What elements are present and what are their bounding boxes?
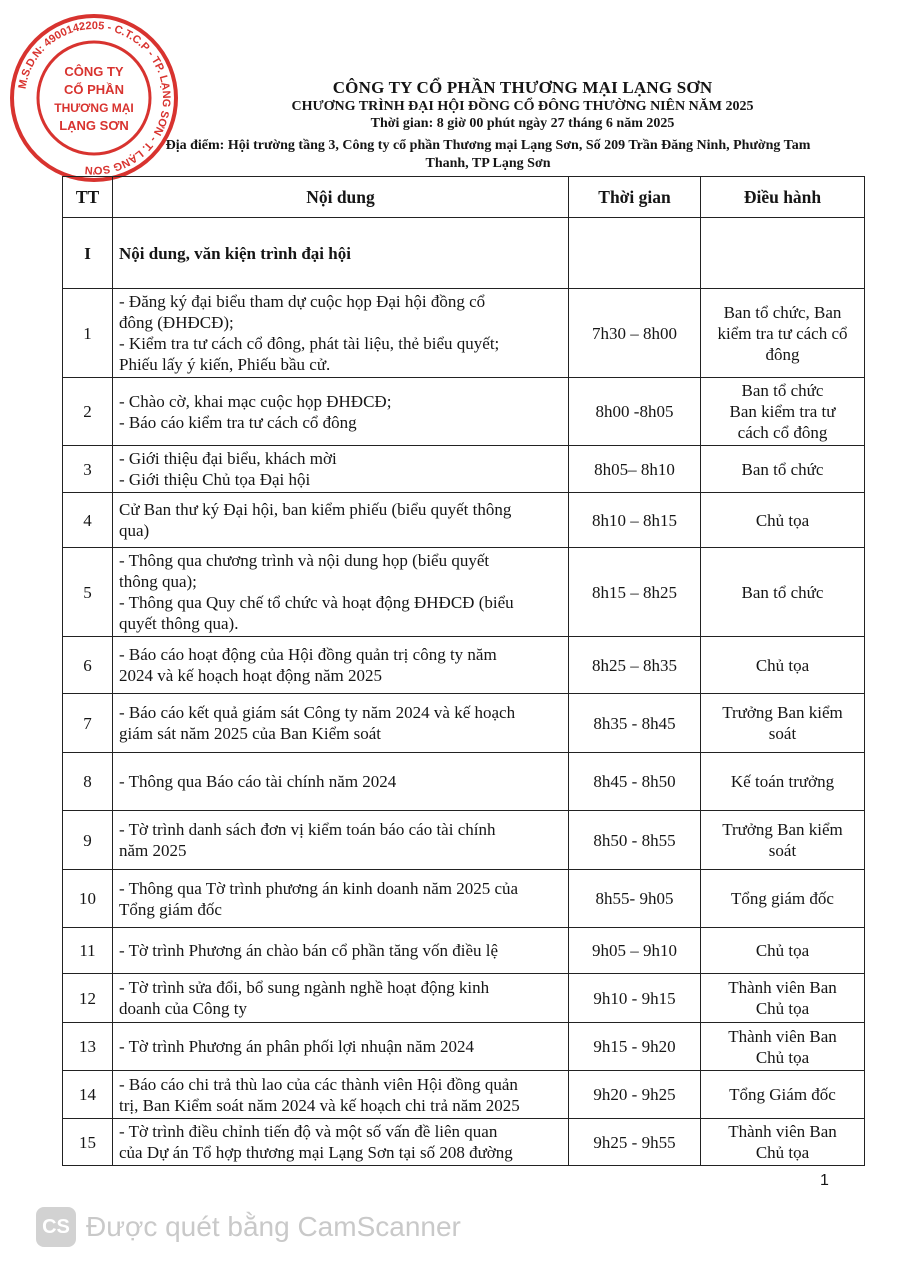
table-row — [63, 378, 865, 446]
exec-line: Tổng giám đốc — [731, 889, 834, 908]
table-row — [63, 974, 865, 1023]
content-line: - Đăng ký đại biểu tham dự cuộc họp Đại hội đồng cổ — [119, 292, 486, 311]
exec-line: Kế toán trưởng — [730, 772, 835, 791]
exec-line: Ban tổ chức — [741, 582, 824, 602]
header-tt: TT — [63, 177, 113, 218]
stamp-line-4: LẠNG SƠN — [59, 118, 129, 133]
section-number: I — [63, 218, 113, 289]
table-row — [63, 1071, 865, 1119]
row-exec — [701, 870, 865, 928]
location-line-1: Địa điểm: Hội trường tầng 3, Công ty cổ phần Thương mại Lạng Sơn, Số 209 Trần Đăng Ninh, Phường Tam — [165, 138, 811, 153]
content-line: 2024 và kế hoạch hoạt động năm 2025 — [119, 666, 382, 685]
content-line: đông (ĐHĐCĐ); — [119, 313, 234, 332]
content-line: quyết thông qua). — [119, 614, 239, 633]
row-time: 9h10 - 9h15 — [569, 974, 701, 1023]
exec-line: soát — [768, 724, 797, 743]
table-row — [63, 548, 865, 637]
row-time: 8h35 - 8h45 — [569, 694, 701, 753]
table-header-row — [63, 177, 865, 218]
content-line: - Tờ trình điều chỉnh tiến độ và một số vấn đề liên quan — [119, 1122, 498, 1141]
row-exec — [701, 928, 865, 974]
content-line: giám sát năm 2025 của Ban Kiểm soát — [119, 724, 382, 743]
row-exec — [701, 1023, 865, 1071]
row-content — [113, 928, 569, 974]
row-time: 9h15 - 9h20 — [569, 1023, 701, 1071]
row-number: 13 — [63, 1023, 113, 1071]
exec-line: Thành viên Ban — [728, 978, 837, 997]
table-row — [63, 694, 865, 753]
row-exec — [701, 811, 865, 870]
table-row — [63, 289, 865, 378]
content-line: Tổng giám đốc — [119, 899, 222, 919]
stamp-line-1: CÔNG TY — [64, 64, 124, 79]
content-line: - Giới thiệu đại biểu, khách mời — [119, 449, 337, 468]
content-line: - Tờ trình Phương án phân phối lợi nhuận năm 2024 — [119, 1037, 475, 1056]
content-line: - Báo cáo kết quả giám sát Công ty năm 2024 và kế hoạch — [119, 703, 516, 722]
row-time: 8h05– 8h10 — [569, 446, 701, 493]
content-line: - Thông qua Tờ trình phương án kinh doanh năm 2025 của — [119, 878, 519, 898]
content-line: - Thông qua Quy chế tổ chức và hoạt động ĐHĐCĐ (biểu — [119, 593, 514, 612]
content-line: thông qua); — [119, 572, 197, 591]
table-row — [63, 753, 865, 811]
content-line: năm 2025 — [119, 841, 187, 860]
exec-line: Trưởng Ban kiểm — [722, 703, 843, 722]
exec-line: kiểm tra tư cách cổ — [717, 323, 848, 343]
exec-line: Chủ tọa — [755, 1047, 810, 1067]
document-header — [180, 78, 865, 132]
exec-line: Ban kiểm tra tư — [729, 402, 836, 421]
row-content — [113, 493, 569, 548]
row-exec — [701, 493, 865, 548]
content-line: - Giới thiệu Chủ tọa Đại hội — [119, 470, 311, 489]
row-content — [113, 548, 569, 637]
row-exec — [701, 1119, 865, 1166]
header-time: Thời gian — [569, 177, 701, 218]
camscanner-text: Được quét bằng CamScanner — [86, 1211, 461, 1242]
section-row — [63, 218, 865, 289]
table-row — [63, 1119, 865, 1166]
row-time: 9h20 - 9h25 — [569, 1071, 701, 1119]
content-line: - Kiểm tra tư cách cổ đông, phát tài liệu, thẻ biểu quyết; — [119, 334, 500, 353]
row-content — [113, 694, 569, 753]
row-exec — [701, 1071, 865, 1119]
exec-line: Chủ tọa — [755, 655, 810, 675]
content-line: - Tờ trình Phương án chào bán cổ phần tăng vốn điều lệ — [119, 941, 499, 960]
agenda-table — [62, 176, 865, 1166]
table-row — [63, 811, 865, 870]
stamp-ring-text: M.S.D.N: 4900142205 - C.T.C.P - TP. LẠNG SƠN - T. LẠNG SƠN — [16, 19, 173, 177]
section-time — [569, 218, 701, 289]
page-number: 1 — [820, 1172, 829, 1189]
header-exec: Điều hành — [701, 177, 865, 218]
table-row — [63, 1023, 865, 1071]
row-number: 3 — [63, 446, 113, 493]
content-line: qua) — [119, 521, 150, 540]
row-exec — [701, 446, 865, 493]
row-time: 9h05 – 9h10 — [569, 928, 701, 974]
camscanner-logo-icon: CS — [36, 1207, 76, 1247]
row-content — [113, 811, 569, 870]
table-row — [63, 928, 865, 974]
row-time: 8h45 - 8h50 — [569, 753, 701, 811]
exec-line: cách cổ đông — [737, 423, 828, 442]
content-line: trị, Ban Kiểm soát năm 2024 và kế hoạch chi trả năm 2025 — [119, 1095, 520, 1115]
content-line: - Tờ trình danh sách đơn vị kiểm toán báo cáo tài chính — [119, 820, 496, 839]
content-line: - Thông qua chương trình và nội dung họp (biểu quyết — [119, 551, 490, 570]
section-title: Nội dung, văn kiện trình đại hội — [113, 218, 569, 289]
row-exec — [701, 637, 865, 694]
row-exec — [701, 694, 865, 753]
row-number: 11 — [63, 928, 113, 974]
company-title: CÔNG TY CỔ PHẦN THƯƠNG MẠI LẠNG SƠN — [332, 78, 713, 97]
row-content — [113, 870, 569, 928]
row-time: 7h30 – 8h00 — [569, 289, 701, 378]
row-number: 14 — [63, 1071, 113, 1119]
content-line: - Báo cáo hoạt động của Hội đồng quản trị công ty năm — [119, 645, 497, 664]
camscanner-watermark — [36, 1207, 461, 1247]
stamp-line-3: THƯƠNG MẠI — [54, 101, 134, 115]
table-row — [63, 493, 865, 548]
row-time: 9h25 - 9h55 — [569, 1119, 701, 1166]
row-time: 8h00 -8h05 — [569, 378, 701, 446]
row-exec — [701, 548, 865, 637]
row-exec — [701, 753, 865, 811]
exec-line: Ban tổ chức, Ban — [723, 302, 842, 322]
stamp-line-2: CỔ PHẦN — [64, 82, 124, 97]
exec-line: đông — [765, 344, 800, 364]
table-row — [63, 870, 865, 928]
content-line: của Dự án Tổ hợp thương mại Lạng Sơn tại số 208 đường — [119, 1143, 513, 1162]
row-number: 12 — [63, 974, 113, 1023]
row-exec — [701, 974, 865, 1023]
meeting-location — [118, 137, 858, 173]
row-number: 6 — [63, 637, 113, 694]
exec-line: Chủ tọa — [755, 510, 810, 530]
exec-line: Trưởng Ban kiểm — [722, 820, 843, 839]
row-content — [113, 378, 569, 446]
row-number: 2 — [63, 378, 113, 446]
row-content — [113, 289, 569, 378]
table-row — [63, 446, 865, 493]
content-line: - Chào cờ, khai mạc cuộc họp ĐHĐCĐ; — [119, 391, 392, 411]
exec-line: Ban tổ chức — [741, 381, 824, 400]
table-row — [63, 637, 865, 694]
exec-line: Ban tổ chức — [741, 459, 824, 479]
row-number: 8 — [63, 753, 113, 811]
exec-line: Thành viên Ban — [728, 1026, 837, 1046]
exec-line: soát — [768, 841, 797, 860]
row-content — [113, 974, 569, 1023]
row-number: 15 — [63, 1119, 113, 1166]
row-exec — [701, 378, 865, 446]
content-line: - Báo cáo chi trả thù lao của các thành viên Hội đồng quản — [119, 1074, 518, 1094]
row-number: 9 — [63, 811, 113, 870]
row-time: 8h25 – 8h35 — [569, 637, 701, 694]
row-number: 5 — [63, 548, 113, 637]
row-number: 10 — [63, 870, 113, 928]
content-line: - Thông qua Báo cáo tài chính năm 2024 — [119, 772, 397, 791]
row-content — [113, 753, 569, 811]
row-content — [113, 1071, 569, 1119]
section-exec — [701, 218, 865, 289]
exec-line: Chủ tọa — [755, 1143, 810, 1162]
row-exec — [701, 289, 865, 378]
row-number: 7 — [63, 694, 113, 753]
meeting-time: Thời gian: 8 giờ 00 phút ngày 27 tháng 6 năm 2025 — [370, 116, 675, 131]
header-content: Nội dung — [113, 177, 569, 218]
content-line: - Tờ trình sửa đổi, bổ sung ngành nghề hoạt động kinh — [119, 978, 490, 997]
exec-line: Tổng Giám đốc — [729, 1085, 836, 1104]
content-line: - Báo cáo kiểm tra tư cách cổ đông — [119, 412, 357, 432]
row-number: 4 — [63, 493, 113, 548]
content-line: Cử Ban thư ký Đại hội, ban kiểm phiếu (biểu quyết thông — [119, 500, 512, 519]
content-line: doanh của Công ty — [119, 999, 247, 1018]
exec-line: Thành viên Ban — [728, 1122, 837, 1141]
row-content — [113, 446, 569, 493]
row-time: 8h10 – 8h15 — [569, 493, 701, 548]
row-content — [113, 637, 569, 694]
row-number: 1 — [63, 289, 113, 378]
row-content — [113, 1023, 569, 1071]
row-time: 8h55- 9h05 — [569, 870, 701, 928]
row-time: 8h50 - 8h55 — [569, 811, 701, 870]
row-time: 8h15 – 8h25 — [569, 548, 701, 637]
content-line: Phiếu lấy ý kiến, Phiếu bầu cử. — [119, 355, 331, 374]
exec-line: Chủ tọa — [755, 999, 810, 1018]
program-title: CHƯƠNG TRÌNH ĐẠI HỘI ĐỒNG CỔ ĐÔNG THƯỜNG NIÊN NĂM 2025 — [291, 99, 754, 114]
exec-line: Chủ tọa — [755, 941, 810, 960]
row-content — [113, 1119, 569, 1166]
location-line-2: Thanh, TP Lạng Sơn — [425, 156, 551, 171]
